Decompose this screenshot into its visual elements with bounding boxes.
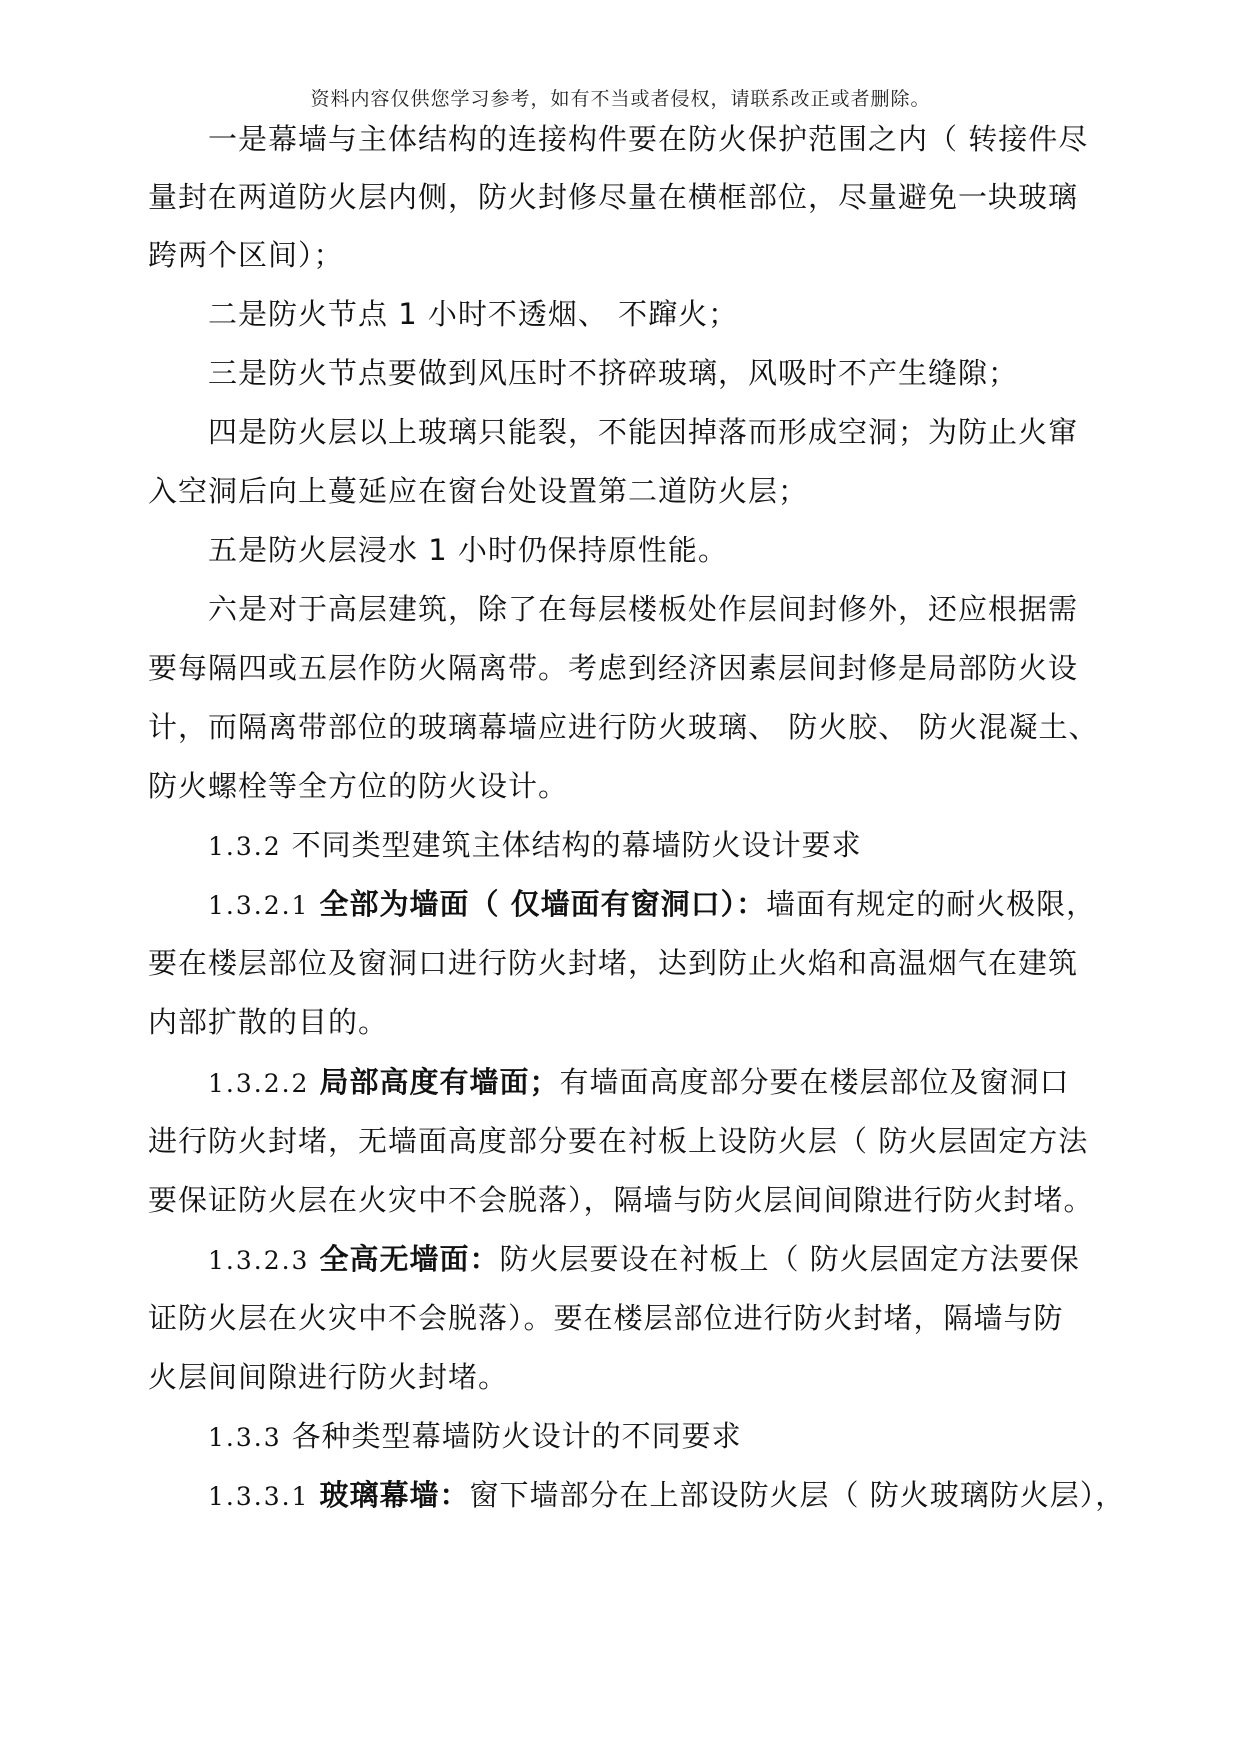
text-line: 五是防火层浸水 1 小时仍保持原性能。 <box>208 533 728 567</box>
text-line: 计，而隔离带部位的玻璃幕墙应进行防火玻璃、 防火胶、 防火混凝土、 <box>148 710 1099 744</box>
section-number: 1.3.2.3 <box>208 1246 310 1275</box>
text-line: 四是防火层以上玻璃只能裂，不能因掉落而形成空洞；为防止火窜 <box>208 415 1079 449</box>
page-header-notice: 资料内容仅供您学习参考，如有不当或者侵权，请联系改正或者删除。 <box>310 88 931 110</box>
subsection-title: 玻璃幕墙： <box>319 1478 470 1512</box>
section-heading-1-3-2: 1.3.2 不同类型建筑主体结构的幕墙防火设计要求 <box>208 828 862 862</box>
text-line: 要每隔四或五层作防火隔离带。考虑到经济因素层间封修是局部防火设 <box>148 651 1079 685</box>
subsection-1-3-2-1: 1.3.2.1 全部为墙面（ 仅墙面有窗洞口）：墙面有规定的耐火极限， <box>208 887 1097 921</box>
section-heading-1-3-3: 1.3.3 各种类型幕墙防火设计的不同要求 <box>208 1419 742 1453</box>
subsection-1-3-2-3: 1.3.2.3 全高无墙面：防火层要设在衬板上（ 防火层固定方法要保 <box>208 1242 1080 1276</box>
text-line: 要保证防火层在火灾中不会脱落），隔墙与防火层间间隙进行防火封堵。 <box>148 1183 1094 1217</box>
text-line: 要在楼层部位及窗洞口进行防火封堵，达到防止火焰和高温烟气在建筑 <box>148 946 1079 980</box>
subsection-1-3-2-2: 1.3.2.2 局部高度有墙面；有墙面高度部分要在楼层部位及窗洞口 <box>208 1065 1070 1099</box>
subsection-title: 全部为墙面（ 仅墙面有窗洞口）： <box>319 887 767 921</box>
section-number: 1.3.3.1 <box>208 1482 310 1511</box>
text-line: 火层间间隙进行防火封堵。 <box>148 1360 509 1394</box>
subsection-title: 全高无墙面： <box>319 1242 500 1276</box>
text-line: 量封在两道防火层内侧，防火封修尽量在横框部位，尽量避免一块玻璃 <box>148 180 1079 214</box>
text-line: 二是防火节点 1 小时不透烟、 不蹿火； <box>208 297 739 331</box>
section-number: 1.3.3 <box>208 1423 282 1452</box>
subsection-title: 局部高度有墙面； <box>319 1065 560 1099</box>
text-line: 六是对于高层建筑，除了在每层楼板处作层间封修外，还应根据需 <box>208 592 1079 626</box>
section-number: 1.3.2.1 <box>208 891 310 920</box>
section-number: 1.3.2.2 <box>208 1069 310 1098</box>
text-line: 内部扩散的目的。 <box>148 1005 389 1039</box>
section-number: 1.3.2 <box>208 832 282 861</box>
text-line: 一是幕墙与主体结构的连接构件要在防火保护范围之内（ 转接件尽 <box>208 122 1089 156</box>
text-line: 入空洞后向上蔓延应在窗台处设置第二道防火层； <box>148 474 809 508</box>
text-line: 跨两个区间）； <box>148 238 344 272</box>
text-line: 三是防火节点要做到风压时不挤碎玻璃，风吸时不产生缝隙； <box>208 356 1019 390</box>
text-line: 防火螺栓等全方位的防火设计。 <box>148 769 569 803</box>
subsection-1-3-3-1: 1.3.3.1 玻璃幕墙：窗下墙部分在上部设防火层（ 防火玻璃防火层）， <box>208 1478 1126 1512</box>
text-line: 进行防火封堵，无墙面高度部分要在衬板上设防火层（ 防火层固定方法 <box>148 1124 1089 1158</box>
text-line: 证防火层在火灾中不会脱落）。要在楼层部位进行防火封堵，隔墙与防 <box>148 1301 1064 1335</box>
